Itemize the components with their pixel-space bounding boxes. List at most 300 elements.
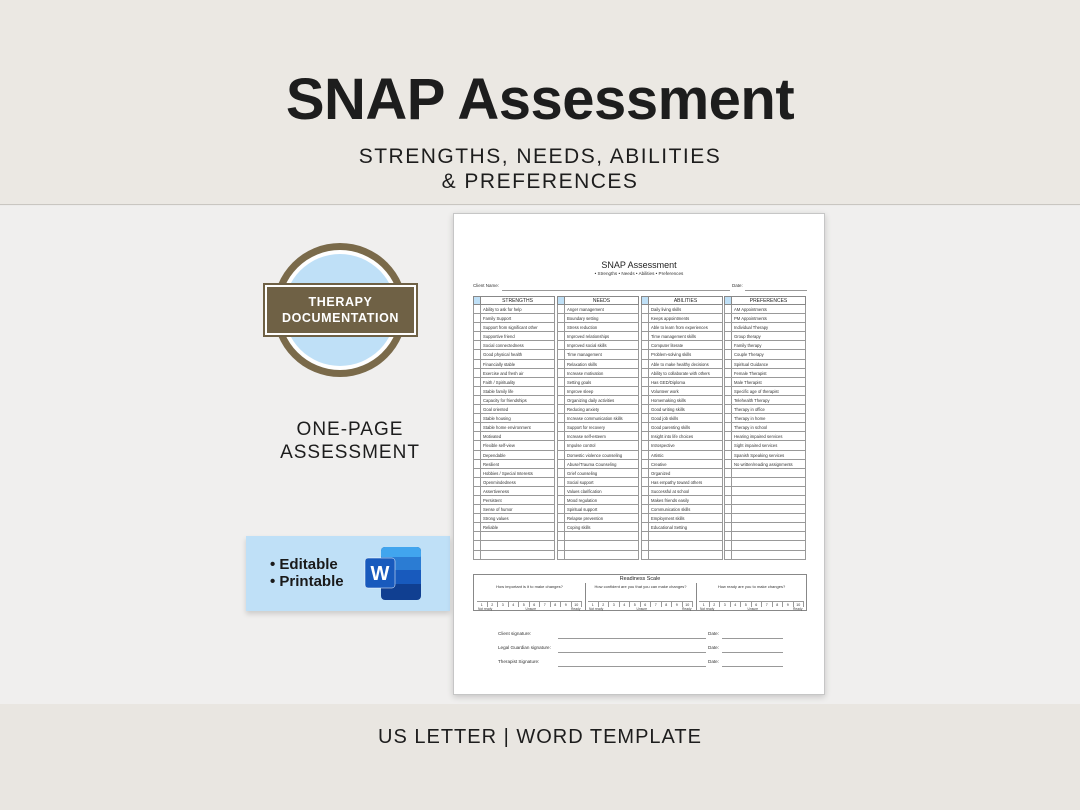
checkbox[interactable] bbox=[557, 487, 565, 496]
one-page-line-1: ONE-PAGE bbox=[296, 419, 404, 440]
checklist-row bbox=[641, 460, 723, 469]
checklist-row bbox=[641, 469, 723, 478]
scale-number[interactable]: 10 bbox=[794, 601, 805, 607]
checklist-item-label: Organizing daily activities bbox=[565, 396, 639, 405]
checkbox[interactable] bbox=[724, 460, 732, 469]
checkbox[interactable] bbox=[724, 378, 732, 387]
checklist-row bbox=[473, 487, 555, 496]
checklist-row bbox=[641, 369, 723, 378]
header-checkbox-cell bbox=[473, 296, 481, 305]
checkbox[interactable] bbox=[641, 460, 649, 469]
checkbox[interactable] bbox=[557, 423, 565, 432]
badge-line-2: DOCUMENTATION bbox=[281, 311, 400, 325]
scale-number[interactable]: 1 bbox=[588, 601, 599, 607]
checklist-item-label: Problem-solving skills bbox=[649, 350, 723, 359]
checklist-row bbox=[724, 405, 806, 414]
checklist-row bbox=[557, 432, 639, 441]
checklist-item-label: Female Therapist bbox=[732, 369, 806, 378]
checklist-row bbox=[724, 378, 806, 387]
checklist-row bbox=[473, 387, 555, 396]
checkbox[interactable] bbox=[473, 460, 481, 469]
therapist-signature-date-field[interactable] bbox=[722, 666, 783, 667]
checkbox[interactable] bbox=[641, 332, 649, 341]
checklist-item-label bbox=[732, 478, 806, 487]
checkbox[interactable] bbox=[724, 350, 732, 359]
checkbox[interactable] bbox=[473, 323, 481, 332]
scale-number[interactable]: 10 bbox=[572, 601, 583, 607]
checklist-item-label bbox=[732, 523, 806, 532]
checkbox[interactable] bbox=[473, 423, 481, 432]
scale-number[interactable]: 2 bbox=[599, 601, 610, 607]
checkbox[interactable] bbox=[641, 350, 649, 359]
checklist-item-label bbox=[649, 551, 723, 560]
checkbox[interactable] bbox=[641, 487, 649, 496]
checklist-row bbox=[473, 541, 555, 550]
checkbox[interactable] bbox=[473, 414, 481, 423]
checklist-item-label: Assertiveness bbox=[481, 487, 555, 496]
scale-number[interactable]: 3 bbox=[498, 601, 509, 607]
scale-number[interactable]: 7 bbox=[762, 601, 773, 607]
checklist-item-label: Improved relationships bbox=[565, 332, 639, 341]
scale-number[interactable]: 6 bbox=[530, 601, 541, 607]
checkbox[interactable] bbox=[557, 332, 565, 341]
checkbox[interactable] bbox=[641, 523, 649, 532]
checklist-row bbox=[641, 478, 723, 487]
checklist-row bbox=[557, 378, 639, 387]
checkbox[interactable] bbox=[557, 532, 565, 541]
checklist-item-label: Goal oriented bbox=[481, 405, 555, 414]
checklist-item-label: Strong values bbox=[481, 514, 555, 523]
checklist-row bbox=[473, 314, 555, 323]
checklist-item-label: Introspective bbox=[649, 441, 723, 450]
readiness-label-left: Not ready bbox=[589, 607, 604, 611]
checkbox[interactable] bbox=[641, 323, 649, 332]
client-signature-label: Client signature: bbox=[498, 631, 532, 636]
column-header-label: PREFERENCES bbox=[732, 296, 806, 305]
checkbox[interactable] bbox=[557, 469, 565, 478]
checkbox[interactable] bbox=[724, 332, 732, 341]
checklist-row bbox=[557, 478, 639, 487]
checklist-item-label: Makes friends easily bbox=[649, 496, 723, 505]
checklist-row bbox=[557, 387, 639, 396]
checkbox[interactable] bbox=[724, 496, 732, 505]
guardian-signature-field[interactable] bbox=[558, 652, 706, 653]
checkbox[interactable] bbox=[724, 469, 732, 478]
checkbox[interactable] bbox=[641, 514, 649, 523]
checkbox[interactable] bbox=[724, 423, 732, 432]
scale-number[interactable]: 8 bbox=[662, 601, 673, 607]
checkbox[interactable] bbox=[724, 514, 732, 523]
checklist-row bbox=[641, 496, 723, 505]
client-name-field[interactable] bbox=[502, 290, 730, 291]
checklist-item-label: Specific age of therapist bbox=[732, 387, 806, 396]
checklist-item-label bbox=[732, 551, 806, 560]
checkbox[interactable] bbox=[473, 396, 481, 405]
checklist-row bbox=[641, 405, 723, 414]
checklist-item-label: Supportive friend bbox=[481, 332, 555, 341]
checklist-row bbox=[557, 360, 639, 369]
checkbox[interactable] bbox=[473, 496, 481, 505]
checkbox[interactable] bbox=[641, 505, 649, 514]
checkbox[interactable] bbox=[473, 369, 481, 378]
checklist-row bbox=[641, 332, 723, 341]
scale-number[interactable]: 3 bbox=[609, 601, 620, 607]
checkbox[interactable] bbox=[641, 541, 649, 550]
checkbox[interactable] bbox=[473, 314, 481, 323]
scale-number[interactable]: 2 bbox=[488, 601, 499, 607]
checkbox[interactable] bbox=[724, 369, 732, 378]
checkbox[interactable] bbox=[473, 505, 481, 514]
checklist-row bbox=[557, 541, 639, 550]
scale-number[interactable]: 5 bbox=[741, 601, 752, 607]
checklist-row bbox=[473, 378, 555, 387]
scale-number[interactable]: 7 bbox=[651, 601, 662, 607]
checkbox[interactable] bbox=[473, 551, 481, 560]
checklist-row bbox=[641, 451, 723, 460]
checkbox[interactable] bbox=[641, 469, 649, 478]
checklist-row bbox=[473, 369, 555, 378]
scale-number[interactable]: 1 bbox=[477, 601, 488, 607]
checklist-item-label: Employment skills bbox=[649, 514, 723, 523]
checklist-row bbox=[557, 496, 639, 505]
checkbox[interactable] bbox=[557, 460, 565, 469]
checkbox[interactable] bbox=[557, 305, 565, 314]
checkbox[interactable] bbox=[641, 551, 649, 560]
checkbox[interactable] bbox=[473, 405, 481, 414]
checklist-item-label: Has GED/Diploma bbox=[649, 378, 723, 387]
checkbox[interactable] bbox=[557, 350, 565, 359]
checkbox[interactable] bbox=[473, 387, 481, 396]
checkbox[interactable] bbox=[724, 387, 732, 396]
column-header bbox=[473, 296, 555, 305]
checklist-item-label bbox=[732, 514, 806, 523]
client-signature-date-field[interactable] bbox=[722, 638, 783, 639]
checkbox[interactable] bbox=[641, 378, 649, 387]
scale-number[interactable]: 2 bbox=[710, 601, 721, 607]
checklist-row bbox=[641, 305, 723, 314]
column-header-label: ABILITIES bbox=[649, 296, 723, 305]
checkbox[interactable] bbox=[473, 532, 481, 541]
readiness-label-right: Ready bbox=[793, 607, 803, 611]
checkbox[interactable] bbox=[641, 360, 649, 369]
checklist-item-label: Increase self-esteem bbox=[565, 432, 639, 441]
readiness-question: How important is it to make changes? bbox=[496, 584, 563, 589]
checkbox[interactable] bbox=[641, 441, 649, 450]
readiness-label-right: Ready bbox=[682, 607, 692, 611]
therapist-signature-field[interactable] bbox=[558, 666, 706, 667]
checkbox[interactable] bbox=[557, 451, 565, 460]
checkbox[interactable] bbox=[724, 414, 732, 423]
checkbox[interactable] bbox=[557, 505, 565, 514]
checkbox[interactable] bbox=[724, 532, 732, 541]
checkbox[interactable] bbox=[557, 523, 565, 532]
checklist-item-label: Telehealth Therapy bbox=[732, 396, 806, 405]
checkbox[interactable] bbox=[641, 396, 649, 405]
checkbox[interactable] bbox=[724, 441, 732, 450]
checklist-item-label: Good parenting skills bbox=[649, 423, 723, 432]
checkbox[interactable] bbox=[473, 341, 481, 350]
checklist-row bbox=[473, 514, 555, 523]
checklist-row bbox=[724, 432, 806, 441]
checklist-item-label bbox=[732, 532, 806, 541]
checkbox[interactable] bbox=[641, 432, 649, 441]
readiness-question: How confident are you that you can make changes? bbox=[594, 584, 687, 589]
checkbox[interactable] bbox=[641, 414, 649, 423]
checklist-item-label: Social connectedness bbox=[481, 341, 555, 350]
checkbox[interactable] bbox=[473, 360, 481, 369]
checkbox[interactable] bbox=[557, 378, 565, 387]
scale-number[interactable]: 9 bbox=[672, 601, 683, 607]
checkbox[interactable] bbox=[473, 350, 481, 359]
checkbox[interactable] bbox=[473, 441, 481, 450]
checkbox[interactable] bbox=[557, 414, 565, 423]
checklist-row bbox=[724, 478, 806, 487]
checklist-item-label: Computer literate bbox=[649, 341, 723, 350]
checklist-row bbox=[724, 341, 806, 350]
checklist-item-label: Good job skills bbox=[649, 414, 723, 423]
checklist-row bbox=[724, 441, 806, 450]
checkbox[interactable] bbox=[724, 305, 732, 314]
checkbox[interactable] bbox=[473, 523, 481, 532]
checklist-item-label: Support for recovery bbox=[565, 423, 639, 432]
checklist-item-label: Good physical health bbox=[481, 350, 555, 359]
checklist-item-label: Successful at school bbox=[649, 487, 723, 496]
column-header-label: NEEDS bbox=[565, 296, 639, 305]
checklist-item-label: Group therapy bbox=[732, 332, 806, 341]
checkbox[interactable] bbox=[724, 432, 732, 441]
checkbox[interactable] bbox=[641, 387, 649, 396]
checklist-item-label: Spiritual Guidance bbox=[732, 360, 806, 369]
checklist-row bbox=[473, 350, 555, 359]
date-field[interactable] bbox=[745, 290, 807, 291]
checklist-item-label: Stable housing bbox=[481, 414, 555, 423]
scale-number[interactable]: 1 bbox=[699, 601, 710, 607]
svg-text:W: W bbox=[370, 563, 390, 585]
readiness-label-left: Not ready bbox=[478, 607, 493, 611]
checkbox[interactable] bbox=[557, 432, 565, 441]
checklist-item-label: PM Appointments bbox=[732, 314, 806, 323]
checklist-item-label bbox=[732, 469, 806, 478]
scale-number[interactable]: 4 bbox=[509, 601, 520, 607]
readiness-label-left: Not ready bbox=[700, 607, 715, 611]
checkbox[interactable] bbox=[473, 487, 481, 496]
checklist-row bbox=[641, 314, 723, 323]
checklist-row bbox=[724, 314, 806, 323]
checkbox[interactable] bbox=[557, 369, 565, 378]
checklist-item-label: Family therapy bbox=[732, 341, 806, 350]
checkbox[interactable] bbox=[557, 360, 565, 369]
scale-number[interactable]: 9 bbox=[561, 601, 572, 607]
checkbox[interactable] bbox=[641, 496, 649, 505]
checklist-row bbox=[473, 323, 555, 332]
scale-number[interactable]: 5 bbox=[630, 601, 641, 607]
checklist-item-label: Improve sleep bbox=[565, 387, 639, 396]
checklist-row bbox=[724, 387, 806, 396]
checkbox[interactable] bbox=[724, 314, 732, 323]
checkbox[interactable] bbox=[724, 523, 732, 532]
checklist-item-label: Time management bbox=[565, 350, 639, 359]
checklist-item-label: No written/reading assignments bbox=[732, 460, 806, 469]
checklist-row bbox=[557, 305, 639, 314]
checkbox[interactable] bbox=[473, 332, 481, 341]
checkbox[interactable] bbox=[557, 514, 565, 523]
checkbox[interactable] bbox=[724, 541, 732, 550]
checkbox[interactable] bbox=[724, 360, 732, 369]
checklist-item-label: Increase motivation bbox=[565, 369, 639, 378]
guardian-signature-date-field[interactable] bbox=[722, 652, 783, 653]
scale-number[interactable]: 10 bbox=[683, 601, 694, 607]
checklist-item-label: Daily living skills bbox=[649, 305, 723, 314]
scale-number[interactable]: 8 bbox=[773, 601, 784, 607]
checkbox[interactable] bbox=[641, 405, 649, 414]
checklist-item-label: Exercise and fresh air bbox=[481, 369, 555, 378]
checkbox[interactable] bbox=[724, 396, 732, 405]
checkbox[interactable] bbox=[557, 541, 565, 550]
checklist-row bbox=[473, 405, 555, 414]
checkbox[interactable] bbox=[473, 305, 481, 314]
checklist-row bbox=[641, 423, 723, 432]
scale-number[interactable]: 8 bbox=[551, 601, 562, 607]
checklist-row bbox=[473, 341, 555, 350]
column-header bbox=[641, 296, 723, 305]
page-title: SNAP Assessment bbox=[285, 67, 795, 132]
checkbox[interactable] bbox=[557, 441, 565, 450]
checklist-row bbox=[557, 332, 639, 341]
checklist-row bbox=[557, 350, 639, 359]
checklist-row bbox=[724, 369, 806, 378]
checklist-row bbox=[641, 323, 723, 332]
checklist-item-label: Ability to ask for help bbox=[481, 305, 555, 314]
checklist-item-label: Resilient bbox=[481, 460, 555, 469]
checkbox[interactable] bbox=[641, 423, 649, 432]
checkbox[interactable] bbox=[557, 478, 565, 487]
checkbox[interactable] bbox=[473, 451, 481, 460]
checklist-item-label: Boundary setting bbox=[565, 314, 639, 323]
checkbox[interactable] bbox=[473, 469, 481, 478]
checklist-row bbox=[473, 305, 555, 314]
checklist-row bbox=[557, 469, 639, 478]
checkbox[interactable] bbox=[473, 514, 481, 523]
checkbox[interactable] bbox=[724, 323, 732, 332]
checklist-row bbox=[641, 505, 723, 514]
checklist-row bbox=[473, 505, 555, 514]
checkbox[interactable] bbox=[724, 551, 732, 560]
checkbox[interactable] bbox=[473, 432, 481, 441]
checklist-item-label: Mood regulation bbox=[565, 496, 639, 505]
checklist-item-label: Spanish Speaking services bbox=[732, 451, 806, 460]
checkbox[interactable] bbox=[641, 532, 649, 541]
scale-number[interactable]: 5 bbox=[519, 601, 530, 607]
checkbox[interactable] bbox=[724, 487, 732, 496]
checklist-item-label: Good writing skills bbox=[649, 405, 723, 414]
column-strengths bbox=[473, 296, 555, 560]
checklist-row bbox=[557, 460, 639, 469]
checkbox[interactable] bbox=[557, 496, 565, 505]
checkbox[interactable] bbox=[641, 451, 649, 460]
checklist-row bbox=[641, 396, 723, 405]
scale-number[interactable]: 6 bbox=[752, 601, 763, 607]
checklist-item-label bbox=[481, 551, 555, 560]
scale-number[interactable]: 4 bbox=[620, 601, 631, 607]
scale-number[interactable]: 7 bbox=[540, 601, 551, 607]
header-checkbox-cell bbox=[641, 296, 649, 305]
checklist-item-label: Sight impaired services bbox=[732, 441, 806, 450]
checkbox[interactable] bbox=[724, 451, 732, 460]
checkbox[interactable] bbox=[724, 505, 732, 514]
checklist-row bbox=[473, 432, 555, 441]
checkbox[interactable] bbox=[557, 387, 565, 396]
client-signature-field[interactable] bbox=[558, 638, 706, 639]
client-name-label: Client Name: bbox=[473, 283, 500, 288]
checklist-row bbox=[724, 396, 806, 405]
checklist-item-label bbox=[565, 551, 639, 560]
checklist-row bbox=[641, 341, 723, 350]
checkbox[interactable] bbox=[473, 478, 481, 487]
column-needs bbox=[557, 296, 639, 560]
checkbox[interactable] bbox=[724, 405, 732, 414]
scale-number[interactable]: 6 bbox=[641, 601, 652, 607]
checklist-row bbox=[641, 514, 723, 523]
checkbox[interactable] bbox=[724, 478, 732, 487]
checklist-item-label bbox=[649, 541, 723, 550]
checklist-row bbox=[724, 360, 806, 369]
checkbox[interactable] bbox=[641, 341, 649, 350]
checklist-row bbox=[557, 414, 639, 423]
checklist-item-label: Sense of humor bbox=[481, 505, 555, 514]
checklist-row bbox=[724, 332, 806, 341]
checkbox[interactable] bbox=[641, 369, 649, 378]
checkbox[interactable] bbox=[557, 551, 565, 560]
scale-number[interactable]: 3 bbox=[720, 601, 731, 607]
checkbox[interactable] bbox=[557, 405, 565, 414]
checklist-row bbox=[557, 551, 639, 560]
checkbox[interactable] bbox=[641, 305, 649, 314]
checklist-row bbox=[557, 396, 639, 405]
checkbox[interactable] bbox=[557, 314, 565, 323]
checkbox[interactable] bbox=[641, 478, 649, 487]
footer-caption: US LETTER | WORD TEMPLATE bbox=[378, 726, 702, 748]
checklist-item-label: Coping skills bbox=[565, 523, 639, 532]
checkbox[interactable] bbox=[473, 378, 481, 387]
checklist-row bbox=[724, 514, 806, 523]
checklist-item-label: Ability to collaborate with others bbox=[649, 369, 723, 378]
checkbox[interactable] bbox=[641, 314, 649, 323]
scale-number[interactable]: 9 bbox=[783, 601, 794, 607]
checklist-row bbox=[724, 496, 806, 505]
checklist-item-label: Abuse/Trauma Counseling bbox=[565, 460, 639, 469]
checklist-row bbox=[557, 451, 639, 460]
checklist-item-label: Individual Therapy bbox=[732, 323, 806, 332]
checklist-item-label bbox=[732, 496, 806, 505]
readiness-label-mid: Unsure bbox=[636, 607, 648, 611]
checkbox[interactable] bbox=[557, 323, 565, 332]
checkbox[interactable] bbox=[557, 341, 565, 350]
checklist-row bbox=[473, 469, 555, 478]
scale-number[interactable]: 4 bbox=[731, 601, 742, 607]
checklist-item-label bbox=[565, 541, 639, 550]
checklist-row bbox=[557, 514, 639, 523]
assessment-document bbox=[453, 213, 825, 695]
checklist-item-label bbox=[565, 532, 639, 541]
checklist-item-label: Insight into life choices bbox=[649, 432, 723, 441]
checklist-item-label: Relaxation skills bbox=[565, 360, 639, 369]
doc-title: SNAP Assessment bbox=[601, 260, 677, 270]
therapist-signature-label: Therapist Signature: bbox=[498, 659, 540, 664]
checklist-item-label: Therapy in home bbox=[732, 414, 806, 423]
checkbox[interactable] bbox=[473, 541, 481, 550]
checkbox[interactable] bbox=[724, 341, 732, 350]
checkbox[interactable] bbox=[557, 396, 565, 405]
